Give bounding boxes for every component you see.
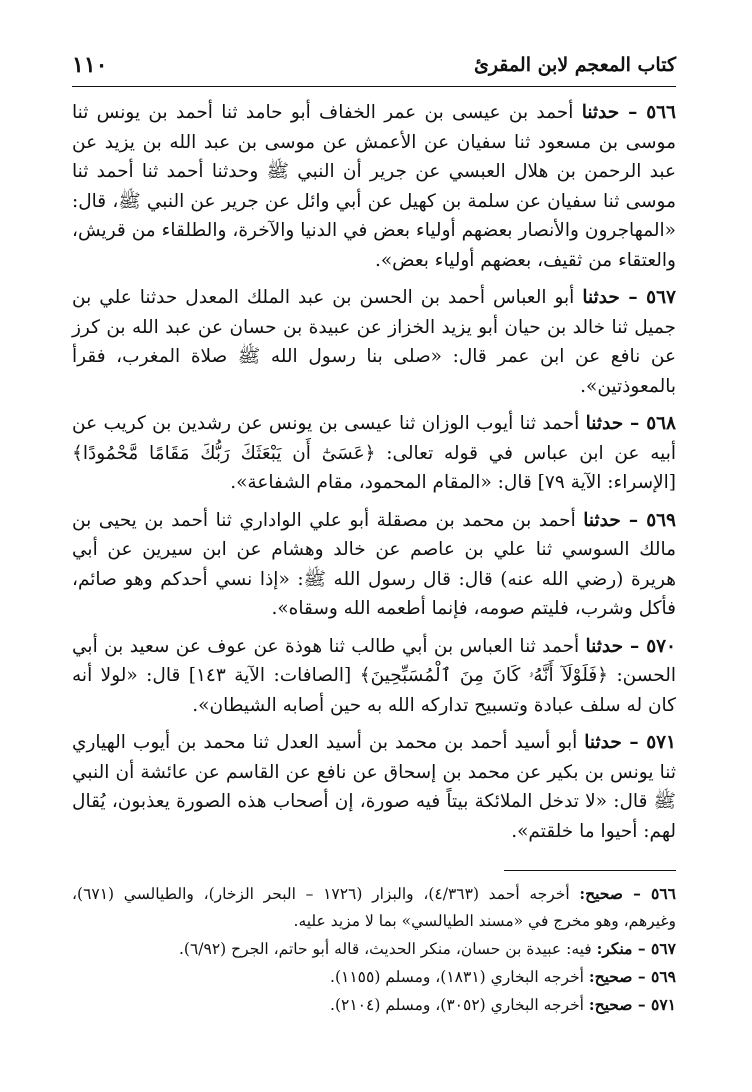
hadith-entry xyxy=(72,283,676,401)
page-number: ١١٠ xyxy=(72,52,108,78)
entry-number: ٥٦٩ – حدثنا xyxy=(583,509,676,531)
footnote xyxy=(72,935,676,963)
hadith-entry xyxy=(72,506,676,624)
footnote xyxy=(72,991,676,1019)
entry-number: ٥٦٨ – حدثنا xyxy=(585,413,676,434)
footnote-grade: ٥٦٩ – صحيح: xyxy=(588,967,676,986)
book-page xyxy=(72,0,676,1092)
footnote-text: فيه: عبيدة بن حسان، منكر الحديث، قاله أبو حاتم، الجرح (٦/٩٢). xyxy=(178,940,597,958)
running-title: كتاب المعجم لابن المقرئ xyxy=(473,54,676,76)
entry-text: أحمد ثنا أيوب الوزان ثنا عيسى بن يونس عن رشدين بن كريب عن أبيه عن ابن عباس في قوله تعالى: ﴿عَسَىٰٓ أَن يَبْعَثَكَ رَبُّكَ مَقَامًا مَّحْمُودًا﴾ [الإسراء: الآية ٧٩] قال: «المقام المحمود، مقام الشفاعة». xyxy=(72,413,676,493)
header-rule xyxy=(72,86,676,87)
page-header xyxy=(72,52,676,82)
entry-text: أحمد ثنا العباس بن أبي طالب ثنا هوذة عن عوف عن سعيد بن أبي الحسن: ﴿فَلَوْلَآ أَنَّهُۥ كَانَ مِنَ ٱلْمُسَبِّحِينَ﴾ [الصافات: الآية ١٤٣] قال: «لولا أنه كان له سلف عبادة وتسبيح تداركه الله به حين أصابه الشيطان». xyxy=(72,635,676,716)
footnote-text: أخرجه البخاري (٣٠٥٢)، ومسلم (٢١٠٤). xyxy=(330,996,589,1014)
hadith-entry xyxy=(72,409,676,498)
footnote-grade: ٥٦٦ – صحيح: xyxy=(579,884,676,903)
footnote-text: أخرجه أحمد (٤/٣٦٣)، والبزار (١٧٢٦ – البحر الزخار)، والطيالسي (٦٧١)، وغيرهم، وهو مخرج في «مسند الطيالسي» بما لا مزيد عليه. xyxy=(72,885,676,930)
footnote xyxy=(72,880,676,935)
entry-text: أبو أسيد أحمد بن محمد بن أسيد العدل ثنا محمد بن أيوب الهياري ثنا يونس بن بكير عن محمد بن إسحاق عن نافع عن القاسم عن عائشة أن النبي ﷺ قال: «لا تدخل الملائكة بيتاً فيه صورة، إن أصحاب هذه الصورة يعذبون، يُقال لهم: أحيوا ما خلقتم». xyxy=(72,732,676,842)
footnote-text: أخرجه البخاري (١٨٣١)، ومسلم (١١٥٥). xyxy=(330,968,589,986)
footnotes xyxy=(72,880,676,1019)
entry-number: ٥٧١ – حدثنا xyxy=(584,732,676,753)
hadith-entry xyxy=(72,728,676,846)
entry-number: ٥٧٠ – حدثنا xyxy=(585,635,676,657)
hadith-entries xyxy=(72,98,676,854)
hadith-entry xyxy=(72,632,676,721)
hadith-entry xyxy=(72,98,676,275)
footnote-rule xyxy=(504,870,676,871)
footnote xyxy=(72,963,676,991)
entry-text: أحمد بن عيسى بن عمر الخفاف أبو حامد ثنا أحمد بن يونس ثنا موسى بن مسعود ثنا سفيان عن الأعمش عن موسى بن عبد الله بن يزيد عن عبد الرحمن بن هلال العبسي عن جرير أن النبي ﷺ وحدثنا أحمد ثنا أحمد ثنا موسى ثنا سفيان عن سلمة بن كهيل عن أبي وائل عن جرير عن النبي ﷺ، قال: «المهاجرون والأنصار بعضهم أولياء بعض في الدنيا والآخرة، والطلقاء من قريش، والعتقاء من ثقيف، بعضهم أولياء بعض». xyxy=(72,102,676,271)
entry-text: أحمد بن محمد بن مصقلة أبو علي الواداري ثنا أحمد بن يحيى بن مالك السوسي ثنا علي بن عاصم عن خالد وهشام عن ابن سيرين عن أبي هريرة (رضي الله عنه) قال: قال رسول الله ﷺ: «إذا نسي أحدكم وهو صائم، فأكل وشرب، فليتم صومه، فإنما أطعمه الله وسقاه». xyxy=(72,509,676,619)
entry-number: ٥٦٧ – حدثنا xyxy=(582,287,676,308)
footnote-grade: ٥٦٧ – منكر: xyxy=(596,939,676,958)
footnote-grade: ٥٧١ – صحيح: xyxy=(588,995,676,1014)
entry-text: أبو العباس أحمد بن الحسن بن عبد الملك المعدل حدثنا علي بن جميل ثنا خالد بن حيان أبو يزيد الخزاز عن عبيدة بن حسان عن عبد الله بن كرز عن نافع عن ابن عمر قال: «صلى بنا رسول الله ﷺ صلاة المغرب، فقرأ بالمعوذتين». xyxy=(72,287,676,397)
entry-number: ٥٦٦ – حدثنا xyxy=(581,102,676,123)
